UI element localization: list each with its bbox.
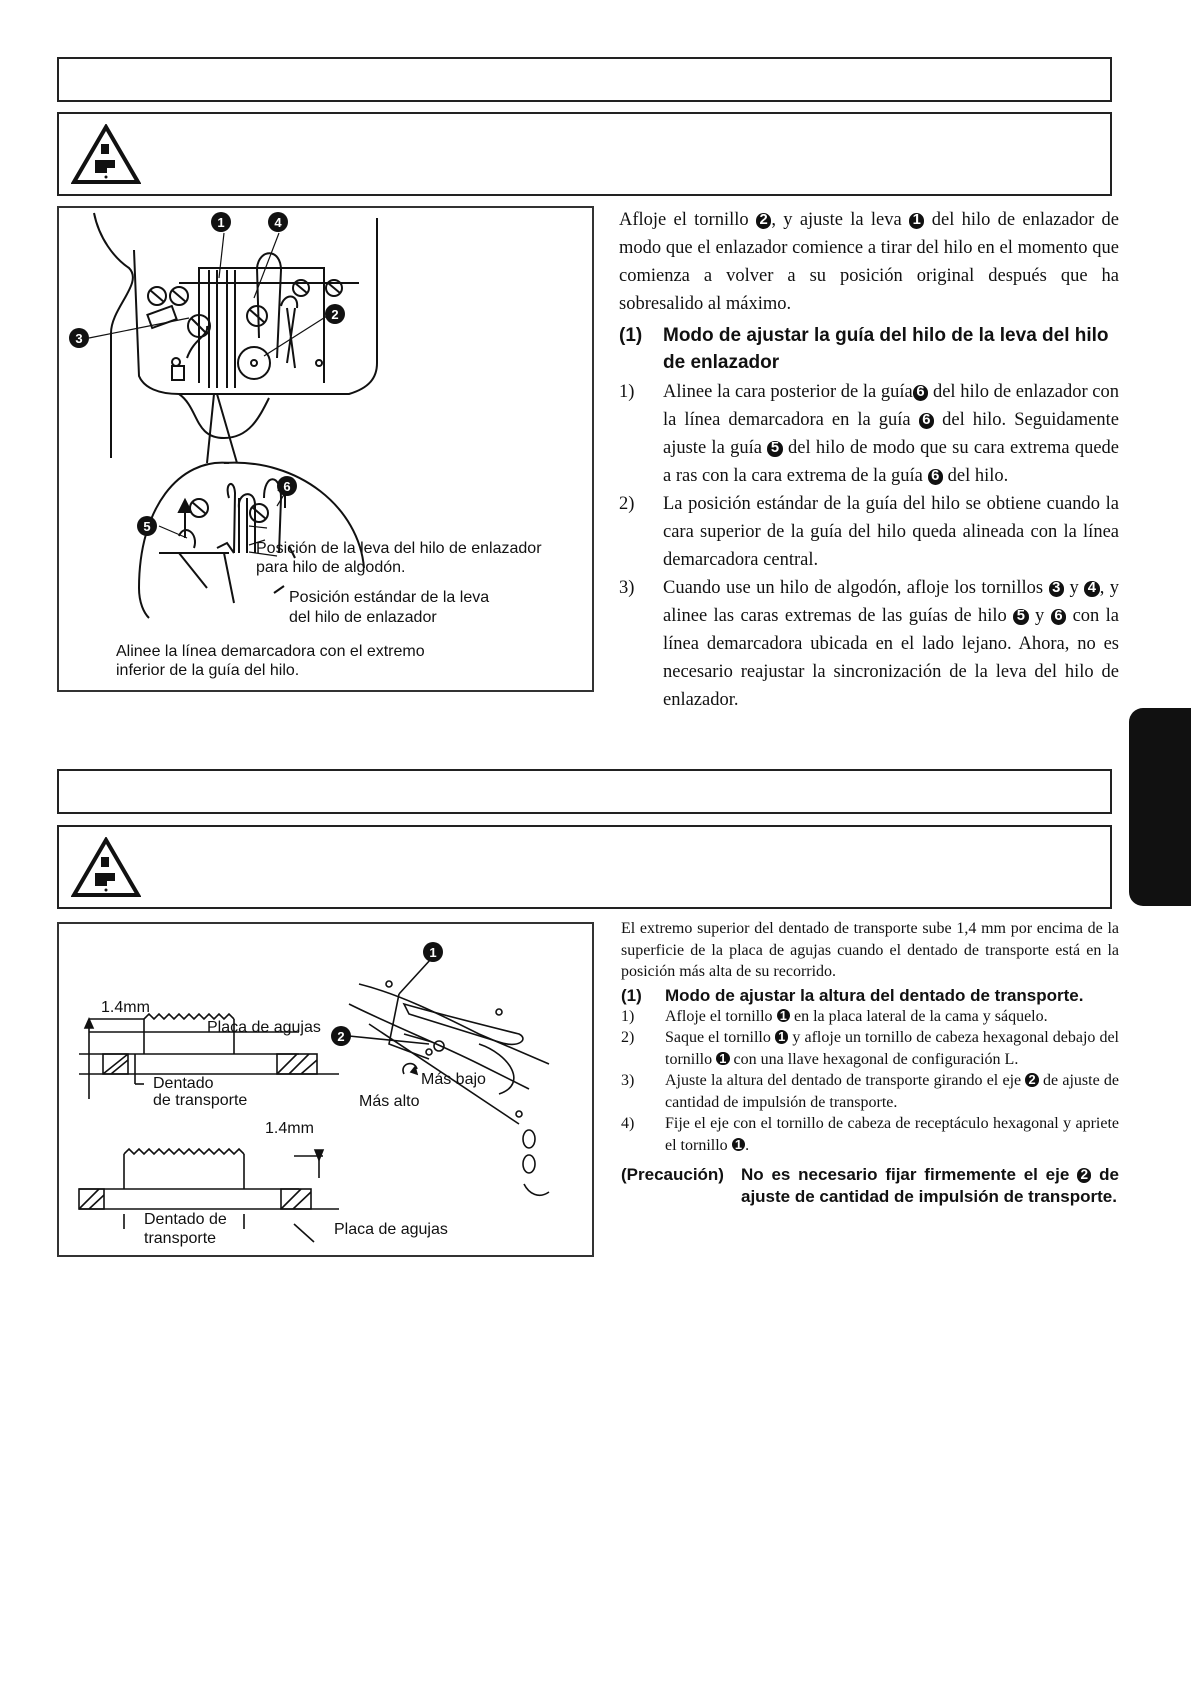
label-align-line: Alinee la línea demarcadora con el extremo: [116, 643, 425, 660]
label-standard-position: Posición estándar de la leva: [289, 589, 490, 606]
item-number: 2): [619, 494, 635, 514]
item-part: con una llave hexagonal de configuración L.: [729, 1050, 1019, 1068]
caution-note: [621, 1164, 1119, 1208]
heading-number: (1): [621, 985, 642, 1005]
dim-top-label: 1.4mm: [101, 999, 150, 1016]
ref-marker: 3: [1049, 581, 1065, 597]
item-part: , y alinee las caras extremas de las guías de hilo: [663, 578, 1119, 626]
section2-warning-box: [57, 825, 1112, 909]
ref-marker: 1: [909, 213, 925, 229]
item-part: Saque el tornillo: [665, 1029, 775, 1046]
caution-part: de ajuste de cantidad de impulsión de transporte.: [741, 1165, 1119, 1206]
higher-label: Más alto: [359, 1093, 420, 1110]
marker-2: 2: [331, 307, 339, 322]
ref-marker: 5: [1013, 609, 1029, 625]
hand-warning-triangle-icon: [71, 837, 141, 899]
language-tab: [1129, 708, 1191, 906]
caution-part: No es necesario fijar firmemente el eje: [741, 1165, 1078, 1184]
list-item: [621, 1113, 1119, 1156]
heading-number: (1): [619, 325, 643, 346]
section2-text: [621, 918, 1119, 1208]
feed-bottom-label-1: Dentado de: [144, 1211, 227, 1228]
marker-1: 1: [217, 215, 225, 230]
label-cotton-position: Posición de la leva del hilo de enlazador: [256, 540, 542, 557]
item-part: Cuando use un hilo de algodón, afloje los tornillos: [663, 578, 1049, 598]
dim-bottom-label: 1.4mm: [265, 1120, 314, 1137]
item-part: con la línea demarcadora ubicada en el lado lejano. Ahora, no es necesario reajustar la sincronización de la leva del hilo de enlazador.: [663, 606, 1120, 710]
item-text: [665, 1070, 1119, 1113]
item-number: 3): [621, 1072, 635, 1089]
ref-marker: 6: [919, 413, 935, 429]
label-align-line-2: inferior de la guía del hilo.: [116, 662, 300, 679]
item-part: del hilo de enlazador con la línea demarcadora en la guía: [663, 382, 1119, 430]
heading-text: Modo de ajustar la altura del dentado de transporte.: [665, 985, 1084, 1005]
list-item: [619, 490, 1119, 574]
section1-intro: [619, 206, 1119, 318]
list-item: [621, 1006, 1119, 1028]
item-text: [665, 1113, 1119, 1156]
item-part: del hilo.: [943, 466, 1009, 486]
list-item: [619, 378, 1119, 490]
item-number: 1): [621, 1007, 635, 1025]
caution-text: [741, 1164, 1119, 1208]
ref-marker: 6: [928, 469, 944, 485]
item-part: Fije el eje con el tornillo de cabeza de receptáculo hexagonal y apriete el tornillo: [665, 1115, 1119, 1154]
marker-4: 4: [274, 215, 282, 230]
item-number: 1): [619, 382, 635, 402]
item-part: La posición estándar de la guía del hilo se obtiene cuando la cara superior de la guía del hilo queda alineada con la línea demarcadora central.: [663, 494, 1119, 570]
section2-heading: [621, 985, 1119, 1006]
item-part: y afloje un tornillo de cabeza hexagonal debajo del tornillo: [665, 1029, 1119, 1068]
list-item: [621, 1027, 1119, 1070]
section1-heading: [619, 322, 1119, 376]
ref-marker: 2: [1025, 1073, 1038, 1086]
ref-marker: 5: [767, 441, 783, 457]
item-text: [663, 490, 1119, 574]
section2-intro: El extremo superior del dentado de transporte sube 1,4 mm por encima de la superficie de la placa de agujas cuando el dentado de transporte está en la posición más alta de su recorrido.: [621, 920, 1119, 980]
heading-text: Modo de ajustar la guía del hilo de la leva del hilo de enlazador: [663, 325, 1109, 373]
marker-2: 2: [337, 1029, 345, 1044]
lower-label: Más bajo: [421, 1071, 486, 1088]
caution-label: (Precaución): [621, 1165, 724, 1184]
feed-top-label-1: Dentado: [153, 1075, 214, 1092]
section2-title-box: [57, 769, 1112, 814]
list-item: [619, 574, 1119, 714]
hand-warning-triangle-icon: [71, 124, 141, 186]
marker-1: 1: [429, 945, 437, 960]
label-cotton-position-2: para hilo de algodón.: [256, 559, 406, 576]
item-text: [663, 378, 1119, 490]
item-text: [665, 1006, 1119, 1028]
intro-text: Afloje el tornillo: [619, 210, 756, 230]
list-item: [621, 1070, 1119, 1113]
section1-text: [619, 206, 1119, 714]
item-part: y: [1028, 606, 1051, 626]
intro-text: del hilo de enlazador de modo que el enlazador comience a tirar del hilo en el momento que comienza a volver a su posición original después que ha sobresalido al máximo.: [619, 210, 1119, 314]
item-part: Ajuste la altura del dentado de transporte girando el eje: [665, 1072, 1026, 1089]
item-number: 4): [621, 1115, 635, 1132]
feed-top-label-2: de transporte: [153, 1092, 248, 1109]
item-part: y: [1064, 578, 1085, 598]
item-part: en la placa lateral de la cama y sáquelo.: [789, 1007, 1048, 1025]
item-number: 2): [621, 1029, 635, 1046]
ref-marker: 6: [913, 385, 929, 401]
item-text: [663, 574, 1119, 714]
marker-3: 3: [75, 331, 83, 346]
feed-bottom-label-2: transporte: [144, 1230, 217, 1247]
item-part: de ajuste de cantidad de impulsión de transporte.: [665, 1072, 1119, 1111]
item-part: .: [745, 1136, 750, 1154]
section1-warning-box: [57, 112, 1112, 196]
plate-bottom-label: Placa de agujas: [334, 1221, 448, 1238]
intro-text: , y ajuste la leva: [771, 210, 909, 230]
ref-marker: 1: [777, 1009, 790, 1022]
item-text: [665, 1027, 1119, 1070]
feed-dog-figure: [57, 922, 594, 1257]
feed-dog-illustration: [59, 924, 594, 1257]
label-standard-position-2: del hilo de enlazador: [289, 609, 437, 626]
section1-title-box: [57, 57, 1112, 102]
ref-marker: 6: [1051, 609, 1067, 625]
ref-marker: 1: [732, 1138, 745, 1151]
ref-marker: 1: [775, 1030, 788, 1043]
plate-top-label: Placa de agujas: [207, 1019, 321, 1036]
item-part: del hilo. Seguidamente ajuste la guía: [663, 410, 1120, 458]
thread-guide-figure: [57, 206, 594, 692]
marker-5: 5: [143, 519, 151, 534]
ref-marker: 1: [716, 1052, 729, 1065]
marker-6: 6: [283, 479, 291, 494]
ref-marker: 4: [1084, 581, 1100, 597]
item-number: 3): [619, 578, 635, 598]
thread-guide-illustration: [59, 208, 594, 692]
ref-marker: 2: [1077, 1168, 1091, 1182]
item-part: Afloje el tornillo: [665, 1007, 777, 1025]
ref-marker: 2: [756, 213, 772, 229]
item-part: Alinee la cara posterior de la guía: [663, 382, 913, 402]
item-part: del hilo de modo que su cara extrema quede a ras con la cara extrema de la guía: [663, 438, 1119, 486]
